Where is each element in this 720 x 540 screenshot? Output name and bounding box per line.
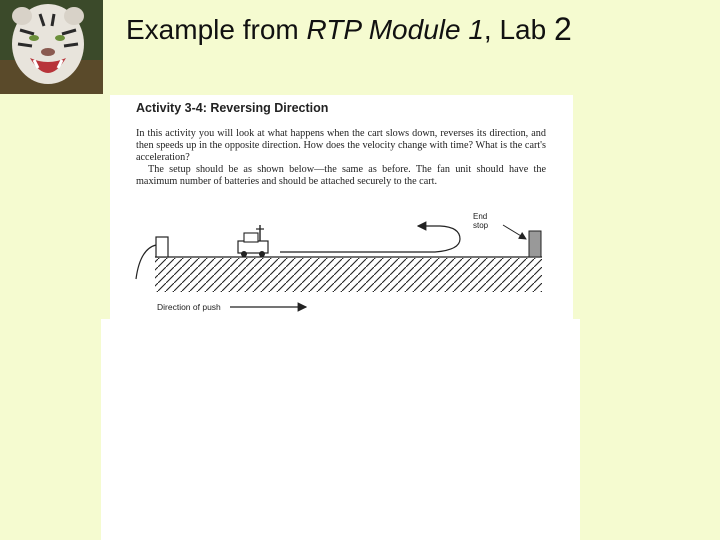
- paragraph-1: In this activity you will look at what happens when the cart slows down, reverses its direction, and then speeds up in the opposite direction. How does the velocity change with time? What is the cart's acceleration?: [136, 128, 546, 163]
- tiger-logo: [0, 0, 103, 94]
- slide-title: [126, 10, 572, 54]
- end-stop-label-1: End: [473, 212, 488, 221]
- blank-panel: [101, 319, 580, 540]
- tiger-icon: [0, 0, 103, 94]
- end-stop-label-2: stop: [473, 221, 489, 230]
- motion-detector: [156, 237, 168, 257]
- activity-text: [136, 128, 546, 188]
- track-hatching: [155, 258, 542, 292]
- title-prefix: Example from: [126, 14, 307, 45]
- end-stop: [529, 231, 541, 257]
- title-lab-number: 2: [553, 11, 572, 47]
- paragraph-2: The setup should be as shown below—the same as before. The fan unit should have the maximum number of batteries and should be attached securely to the cart.: [136, 164, 546, 187]
- end-stop-pointer: [503, 225, 526, 239]
- title-mid: , Lab: [483, 14, 554, 45]
- reversing-path-arrow: [280, 226, 460, 252]
- push-label: Direction of push: [157, 302, 221, 312]
- activity-heading: Activity 3-4: Reversing Direction: [136, 101, 329, 115]
- title-source: RTP Module 1: [306, 14, 484, 45]
- fan-cart: [238, 225, 268, 257]
- cart-track-diagram: [110, 203, 573, 319]
- lab-excerpt: [110, 95, 573, 319]
- detector-cable: [136, 245, 156, 279]
